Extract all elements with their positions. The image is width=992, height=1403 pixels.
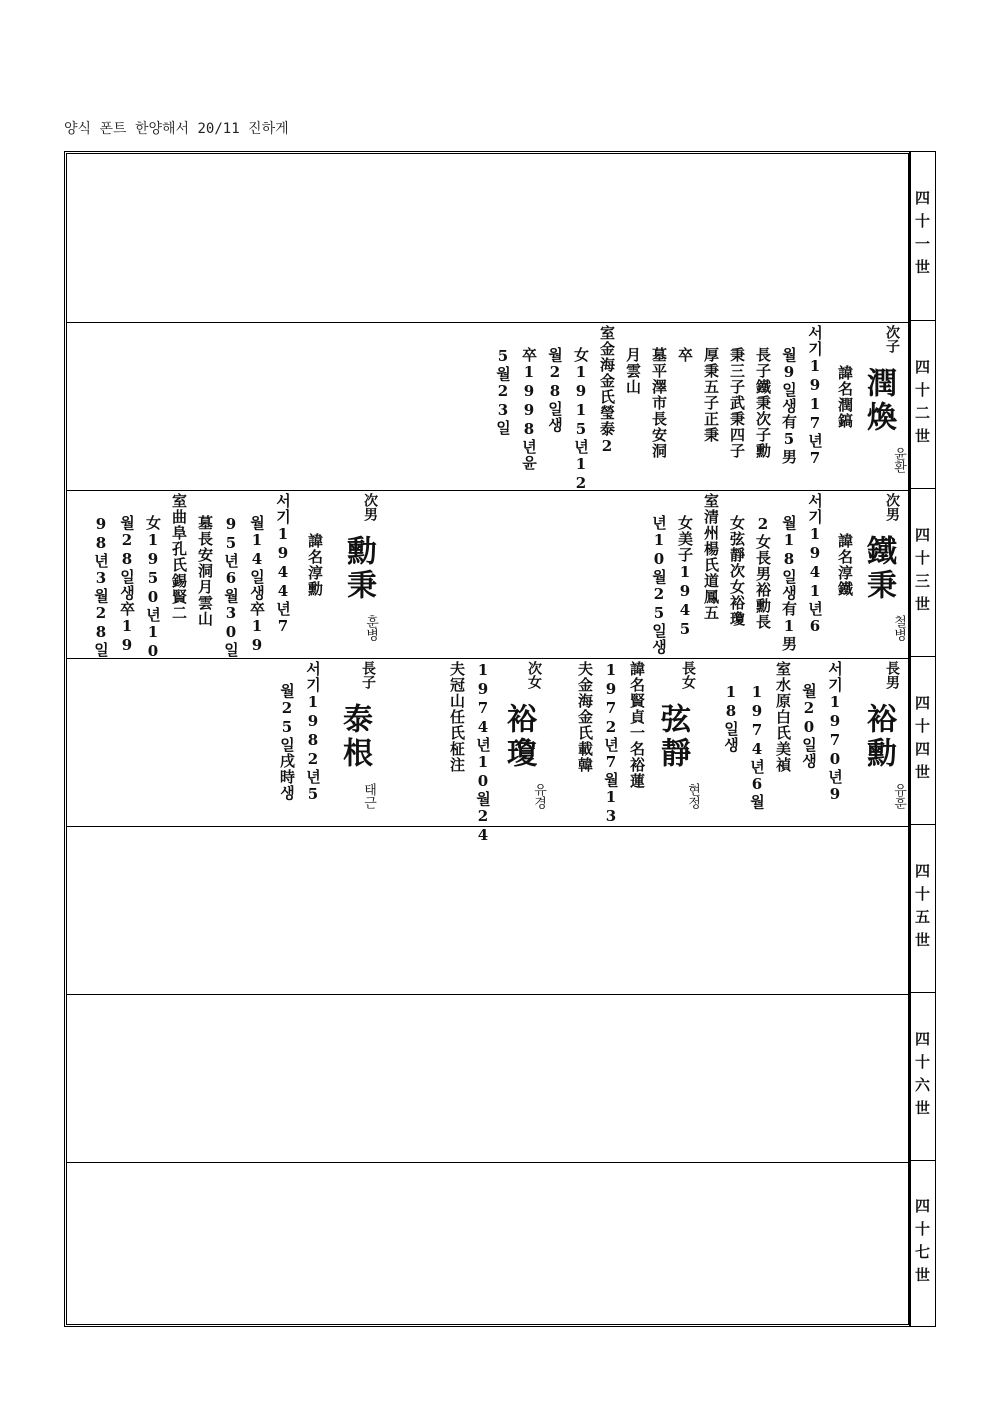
record-column: 夫冠山任氏柾注 (448, 661, 466, 773)
generation-row-42 (67, 322, 908, 493)
generation-sidebar (909, 151, 936, 1327)
name-reading: 윤환 (891, 447, 906, 473)
record-column: 諱名淳鐵 (836, 533, 854, 597)
generation-label-cell (910, 992, 935, 1160)
record-column: 월14일생卒19 (248, 515, 266, 655)
relation-label: 次女 (526, 661, 542, 689)
record-column: 諱名淳勳 (306, 533, 324, 597)
record-column: 서기1970년9 (826, 661, 844, 804)
person-name: 裕勳 (861, 703, 896, 771)
name-reading: 유경 (531, 783, 546, 809)
relation-label: 長女 (680, 661, 696, 689)
generation-label: 四十一世 (913, 190, 931, 282)
name-reading: 태근 (361, 783, 376, 809)
record-column: 서기1944년7 (274, 493, 292, 636)
record-column: 월20일생 (800, 683, 818, 769)
record-column: 室金海金氏瑩泰2 (598, 325, 616, 456)
person-name: 弦靜 (655, 703, 690, 771)
record-column: 월28일생卒19 (118, 515, 136, 655)
record-column: 서기1917년7 (806, 325, 824, 468)
record-column: 夫金海金氏載韓 (576, 661, 594, 773)
generation-row-43 (67, 490, 908, 661)
record-column: 월28일생 (546, 347, 564, 433)
record-column: 98년3월28일 (92, 515, 110, 658)
record-column: 2女長男裕勳長 (754, 515, 772, 630)
person-name: 鐵秉 (861, 535, 896, 603)
relation-label: 次子 (884, 325, 900, 353)
record-column: 長子鐵秉次子勳 (754, 347, 772, 459)
record-column: 1974년6월 (748, 683, 766, 810)
record-column: 女1915년12 (572, 347, 590, 493)
record-column: 諱名潤鎬 (836, 365, 854, 429)
record-column: 卒 (676, 347, 694, 363)
person-name: 泰根 (337, 703, 372, 771)
record-column: 卒1998년윤 (520, 347, 538, 471)
record-column: 女美子1945 (676, 515, 694, 639)
generation-label: 四十四世 (913, 694, 931, 787)
generation-row-46 (67, 994, 908, 1162)
name-reading: 현정 (685, 783, 700, 809)
generation-label: 四十六世 (913, 1030, 931, 1123)
generation-label-cell (910, 824, 935, 992)
relation-label: 長子 (360, 661, 376, 689)
record-column: 1972년7월13 (602, 661, 620, 826)
record-column: 18일생 (722, 683, 740, 753)
person-name: 潤煥 (861, 367, 896, 435)
generation-label-cell (910, 320, 935, 488)
record-column: 墓平澤市長安洞 (650, 347, 668, 459)
generation-label: 四十二世 (913, 358, 931, 451)
record-column: 월9일생有5男 (780, 347, 798, 465)
record-column: 5월23일 (494, 347, 512, 436)
generation-label: 四十七世 (913, 1197, 931, 1290)
generation-label-cell (910, 656, 935, 824)
record-column: 月雲山 (624, 347, 642, 395)
generation-label-cell (910, 152, 935, 320)
generation-row-44 (67, 658, 908, 845)
generation-row-41 (67, 154, 908, 322)
record-column: 월18일생有1男 (780, 515, 798, 652)
record-column: 1974년10월24 (474, 661, 492, 845)
relation-label: 次男 (884, 493, 900, 521)
record-column: 월25일戌時생 (278, 683, 296, 801)
relation-label: 次男 (362, 493, 378, 521)
generation-row-45 (67, 826, 908, 994)
person-name: 勳秉 (341, 535, 376, 603)
record-column: 95년6월30일 (222, 515, 240, 658)
record-column: 서기1982년5 (304, 661, 322, 804)
record-column: 室水原白氏美禎 (774, 661, 792, 773)
record-column: 년10월25일생 (650, 515, 668, 655)
person-name: 裕瓊 (501, 703, 536, 771)
record-column: 室曲阜孔氏錫賢二 (170, 493, 188, 621)
record-column: 秉三子武秉四子 (728, 347, 746, 459)
header-note: 양식 폰트 한양해서 20/11 진하게 (64, 121, 289, 137)
generation-label-cell (910, 1160, 935, 1326)
generation-row-47 (67, 1162, 908, 1330)
name-reading: 철병 (891, 615, 906, 641)
record-column: 厚秉五子正秉 (702, 347, 720, 443)
record-column: 女弦靜次女裕瓊 (728, 515, 746, 627)
record-column: 墓長安洞月雲山 (196, 515, 214, 627)
record-column: 室清州楊氏道鳳五 (702, 493, 720, 621)
genealogy-table (64, 151, 911, 1327)
generation-label: 四十五世 (913, 862, 931, 955)
name-reading: 훈병 (363, 615, 378, 641)
record-column: 諱名賢貞一名裕蓮 (628, 661, 646, 789)
record-column: 女1950년10 (144, 515, 162, 661)
name-reading: 유훈 (891, 783, 906, 809)
relation-label: 長男 (884, 661, 900, 689)
record-column: 서기1941년6 (806, 493, 824, 636)
generation-label-cell (910, 488, 935, 656)
generation-label: 四十三世 (913, 526, 931, 619)
